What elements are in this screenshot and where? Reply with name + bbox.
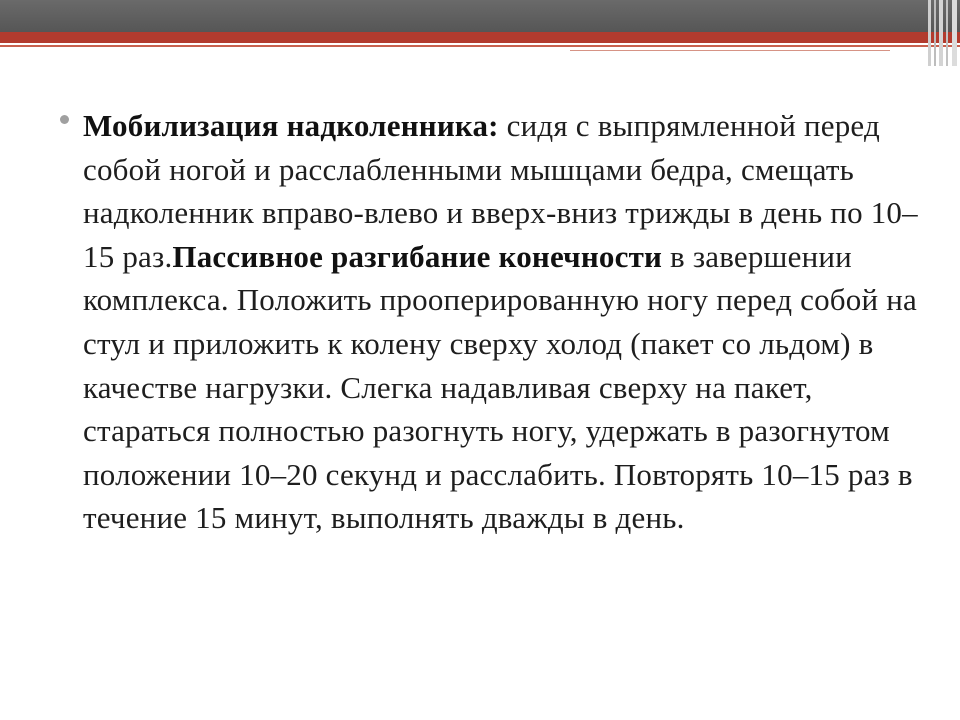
text-passive-extension: в завершении комплекса. Положить прооперированную ногу перед собой на стул и приложить к колену сверху холод (пакет со льдом) в качестве нагрузки. Слегка надавливая сверху на пакет, стараться полностью разогнуть ногу, удержать в разогнутом положении 10–20 секунд и расслабить. Повторять 10–15 раз в течение 15 минут, выполнять дважды в день. [83,238,917,536]
header-banner-red-line [0,45,960,47]
term-passive-extension: Пассивное разгибание конечности [172,238,663,274]
header-banner-red [0,32,960,43]
slide-content [60,104,920,540]
header-accent-stripe [928,0,931,66]
bullet-dot-icon [60,115,69,124]
header-banner-red-thin-line [570,50,890,51]
term-patella-mobilization: Мобилизация надколенника: [83,108,499,143]
header-banner-gray [0,0,960,32]
header-accent-stripe [946,0,948,66]
header-accent-stripe [934,0,936,66]
header-accent-stripe [952,0,957,66]
text-patella-mobilization: сидя с выпрямленной перед собой ногой и расслабленными мышцами бедра, смещать надколенник вправо-влево и вверх-вниз трижды в день по 10–15 раз. [83,108,918,274]
header-accent-stripe [939,0,943,66]
bullet-paragraph [83,104,920,540]
bullet-item [60,104,920,540]
